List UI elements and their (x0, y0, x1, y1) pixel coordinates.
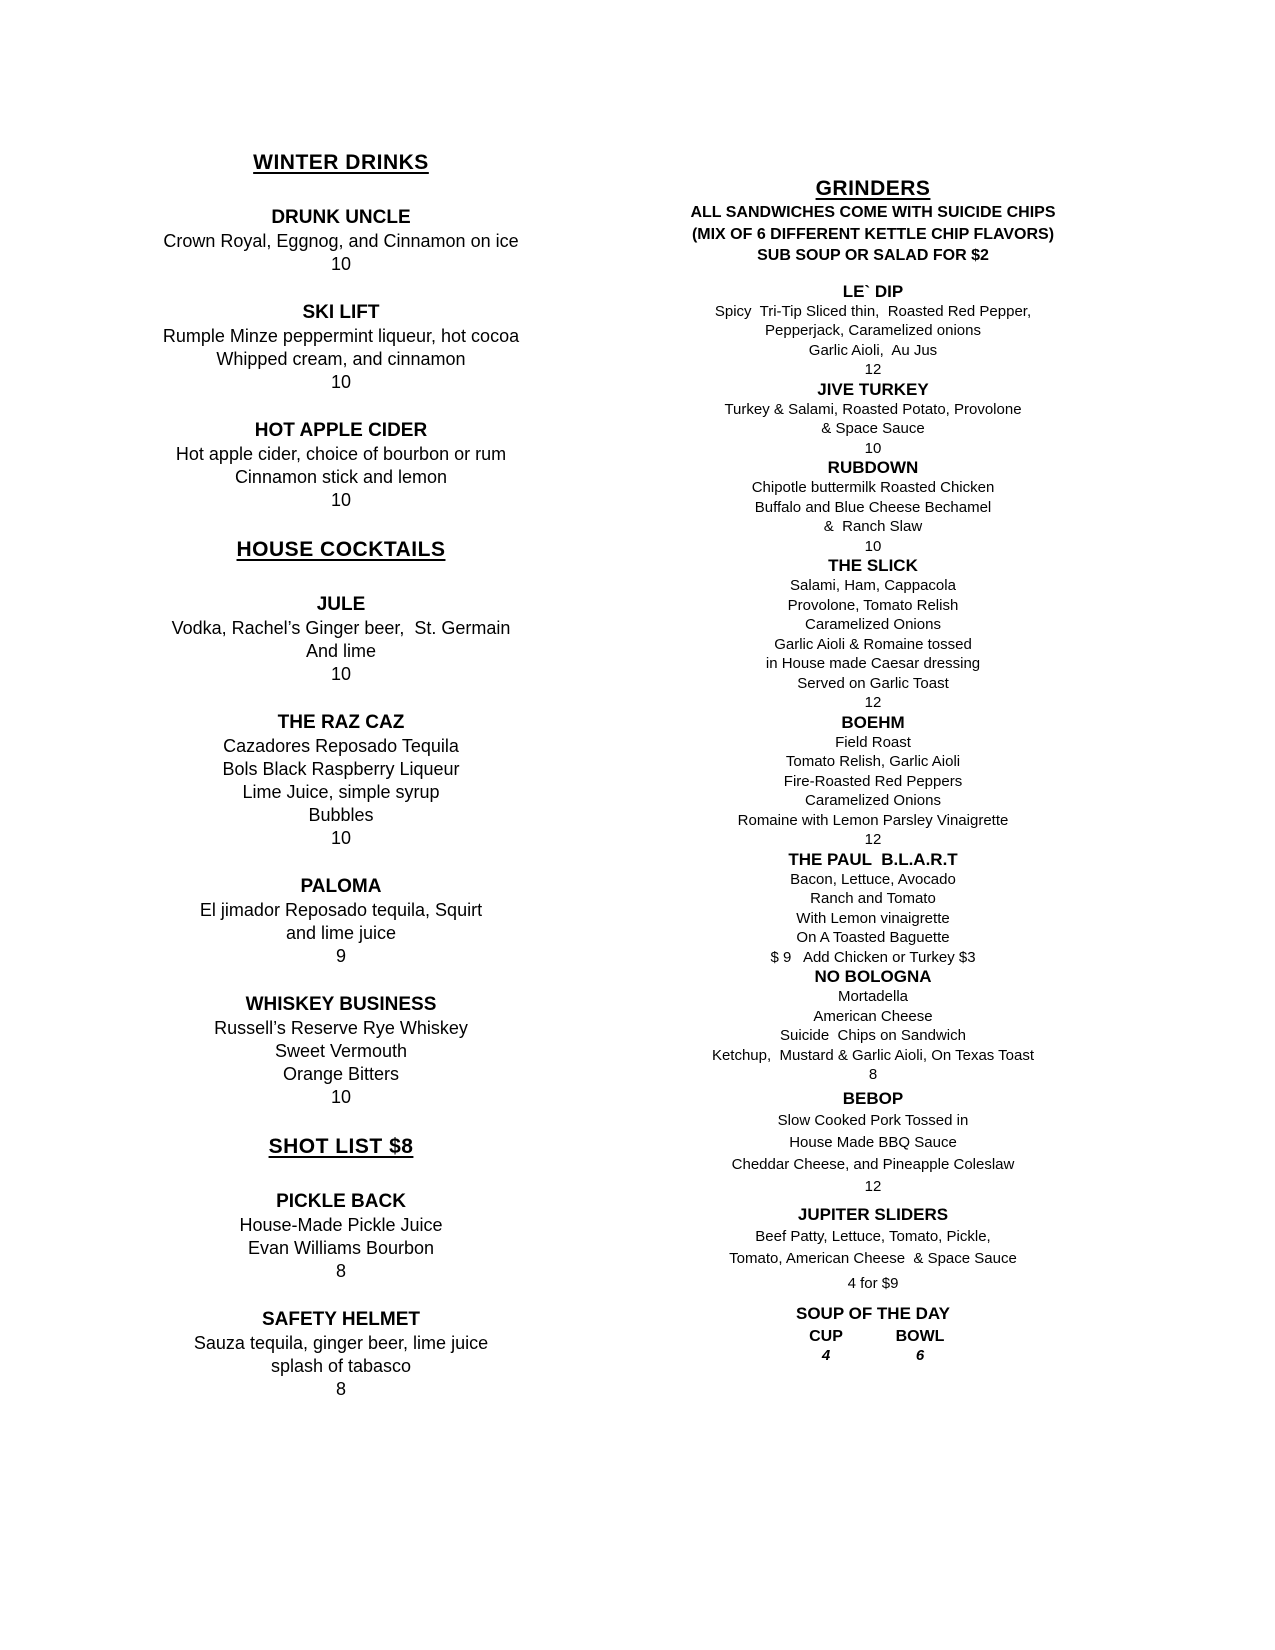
grinders-items (654, 282, 1092, 1295)
item-name: PICKLE BACK (276, 1191, 406, 1212)
item-name: JUPITER SLIDERS (797, 1204, 949, 1224)
item-description-line: Cheddar Cheese, and Pineapple Coleslaw (731, 1155, 1015, 1173)
menu-item (654, 556, 1092, 713)
item-price: 10 (864, 439, 882, 457)
item-description-line: Cinnamon stick and lemon (234, 467, 448, 487)
item-description-line: Tomato, American Cheese & Space Sauce (729, 1249, 1017, 1267)
item-description-line: Hot apple cider, choice of bourbon or rum (175, 444, 507, 464)
item-price: 12 (864, 694, 882, 711)
item-price: 9 (335, 946, 346, 966)
item-price: 10 (330, 372, 352, 392)
grinders-column (654, 176, 1092, 1366)
item-description-line: Russell’s Reserve Rye Whiskey (214, 1018, 468, 1038)
item-description-line: Caramelized Onions (805, 792, 941, 809)
menu-section (140, 537, 542, 1109)
item-description-line: Garlic Aioli, Au Jus (808, 341, 938, 359)
item-name: THE SLICK (828, 556, 918, 575)
menu-item (140, 711, 542, 850)
item-description-line: Caramelized Onions (805, 616, 941, 633)
item-description-line: Lime Juice, simple syrup (242, 782, 440, 802)
item-name: SAFETY HELMET (262, 1309, 420, 1330)
item-description-line: Bacon, Lettuce, Avocado (790, 870, 956, 888)
item-description-line: Mortadella (837, 988, 909, 1005)
menu-item (654, 967, 1092, 1085)
soup-title: SOUP OF THE DAY (796, 1303, 950, 1323)
section-subtitle (654, 202, 1092, 267)
item-name: HOT APPLE CIDER (254, 420, 428, 441)
item-description-line: Crown Royal, Eggnog, and Cinnamon on ice (163, 231, 519, 251)
item-name: DRUNK UNCLE (271, 207, 411, 228)
item-price: 10 (330, 828, 352, 848)
item-description-line: Garlic Aioli & Romaine tossed (774, 635, 972, 653)
item-description-line: Spicy Tri-Tip Sliced thin, Roasted Red Pepper, (714, 302, 1032, 320)
item-name: SKI LIFT (302, 302, 380, 323)
subtitle-line: SUB SOUP OR SALAD FOR $2 (757, 247, 989, 264)
item-name: NO BOLOGNA (814, 967, 932, 986)
item-price: 8 (868, 1066, 878, 1083)
item-description-line: Bubbles (308, 805, 374, 825)
item-description-line: & Space Sauce (821, 420, 925, 437)
item-price: 10 (330, 1087, 352, 1107)
item-description-line: American Cheese (813, 1007, 933, 1025)
item-description-line: Cazadores Reposado Tequila (223, 736, 459, 756)
soup-size-columns (654, 1327, 1092, 1366)
item-price: 12 (864, 831, 882, 848)
item-name: JIVE TURKEY (817, 379, 929, 399)
item-price: $ 9 Add Chicken or Turkey $3 (770, 948, 976, 966)
item-description-line: Sauza tequila, ginger beer, lime juice (193, 1333, 489, 1353)
item-description-line: House Made BBQ Sauce (789, 1133, 957, 1151)
item-description-line: Field Roast (835, 733, 911, 751)
item-price: 10 (330, 664, 352, 684)
bowl-price: 6 (915, 1346, 925, 1364)
menu-item (654, 850, 1092, 968)
section-title: WINTER DRINKS (253, 151, 429, 174)
item-description-line: Buffalo and Blue Cheese Bechamel (754, 498, 992, 516)
section-title: SHOT LIST $8 (268, 1135, 414, 1158)
item-description-line: Rumple Minze peppermint liqueur, hot cocoa (162, 326, 520, 346)
item-name: WHISKEY BUSINESS (245, 994, 437, 1015)
item-description-line: On A Toasted Baguette (796, 929, 950, 946)
cup-label: CUP (809, 1327, 843, 1345)
subtitle-line: ALL SANDWICHES COME WITH SUICIDE CHIPS (690, 204, 1056, 221)
cup-price: 4 (821, 1346, 831, 1364)
menu-item (140, 875, 542, 968)
soup-of-the-day (654, 1303, 1092, 1366)
item-description-line: Served on Garlic Toast (797, 674, 949, 692)
item-description-line: Chipotle buttermilk Roasted Chicken (751, 479, 995, 496)
section-title: GRINDERS (815, 177, 931, 200)
item-name: BOEHM (841, 712, 905, 732)
cup-column (795, 1327, 857, 1366)
item-description-line: El jimador Reposado tequila, Squirt (199, 900, 483, 920)
subtitle-line: (MIX OF 6 DIFFERENT KETTLE CHIP FLAVORS) (691, 225, 1055, 243)
item-description-line: Bols Black Raspberry Liqueur (222, 759, 460, 779)
item-description-line: Sweet Vermouth (274, 1041, 408, 1061)
item-description-line: House-Made Pickle Juice (239, 1215, 443, 1235)
item-description-line: Ketchup, Mustard & Garlic Aioli, On Texas Toast (711, 1046, 1035, 1064)
item-description-line: Pepperjack, Caramelized onions (765, 322, 981, 339)
item-name: PALOMA (300, 876, 382, 897)
item-description-line: And lime (305, 641, 377, 661)
item-description-line: Beef Patty, Lettuce, Tomato, Pickle, (755, 1227, 991, 1245)
item-name: THE RAZ CAZ (277, 712, 405, 733)
menu-item (140, 206, 542, 276)
menu-item (654, 282, 1092, 380)
item-description-line: Whipped cream, and cinnamon (216, 349, 466, 369)
item-description-line: Slow Cooked Pork Tossed in (777, 1111, 969, 1129)
item-description-line: Ranch and Tomato (810, 890, 936, 907)
item-description-line: Provolone, Tomato Relish (787, 596, 959, 614)
item-price: 4 for $9 (847, 1274, 899, 1292)
item-price: 12 (864, 1177, 882, 1195)
item-name: RUBDOWN (827, 458, 919, 477)
menu-item (654, 380, 1092, 459)
item-name: BEBOP (842, 1088, 904, 1108)
item-price: 10 (330, 490, 352, 510)
item-price: 10 (330, 254, 352, 274)
item-name: LE` DIP (842, 281, 904, 301)
item-description-line: Evan Williams Bourbon (247, 1238, 435, 1258)
item-price: 8 (335, 1261, 346, 1281)
bowl-label: BOWL (895, 1327, 945, 1345)
menu-item (140, 993, 542, 1109)
item-description-line: in House made Caesar dressing (765, 655, 981, 672)
drinks-column (140, 150, 542, 1426)
menu-section (140, 150, 542, 512)
item-price: 12 (864, 361, 882, 378)
menu-item (654, 713, 1092, 850)
item-description-line: and lime juice (285, 923, 397, 943)
bowl-column (889, 1327, 951, 1366)
item-description-line: With Lemon vinaigrette (796, 909, 950, 927)
item-description-line: Turkey & Salami, Roasted Potato, Provolone (724, 400, 1022, 418)
item-description-line: Tomato Relish, Garlic Aioli (785, 753, 961, 770)
item-description-line: Fire-Roasted Red Peppers (783, 772, 963, 790)
item-description-line: Salami, Ham, Cappacola (790, 577, 956, 594)
section-title: HOUSE COCKTAILS (236, 538, 446, 561)
item-description-line: Orange Bitters (282, 1064, 400, 1084)
menu-item (140, 419, 542, 512)
menu-item (140, 1308, 542, 1401)
item-description-line: & Ranch Slaw (823, 518, 923, 535)
menu-item (140, 1190, 542, 1283)
item-price: 10 (864, 537, 882, 555)
item-description-line: Suicide Chips on Sandwich (780, 1027, 966, 1044)
menu-item (654, 1088, 1092, 1198)
item-name: JULE (316, 594, 366, 615)
menu-item (654, 1204, 1092, 1295)
menu-item (140, 593, 542, 686)
menu-item (140, 301, 542, 394)
item-description-line: Vodka, Rachel’s Ginger beer, St. Germain (171, 618, 511, 638)
item-price: 8 (335, 1379, 346, 1399)
item-name: THE PAUL B.L.A.R.T (788, 849, 958, 869)
item-description-line: Romaine with Lemon Parsley Vinaigrette (737, 811, 1009, 829)
item-description-line: splash of tabasco (270, 1356, 412, 1376)
menu-item (654, 458, 1092, 556)
menu-section (140, 1134, 542, 1401)
